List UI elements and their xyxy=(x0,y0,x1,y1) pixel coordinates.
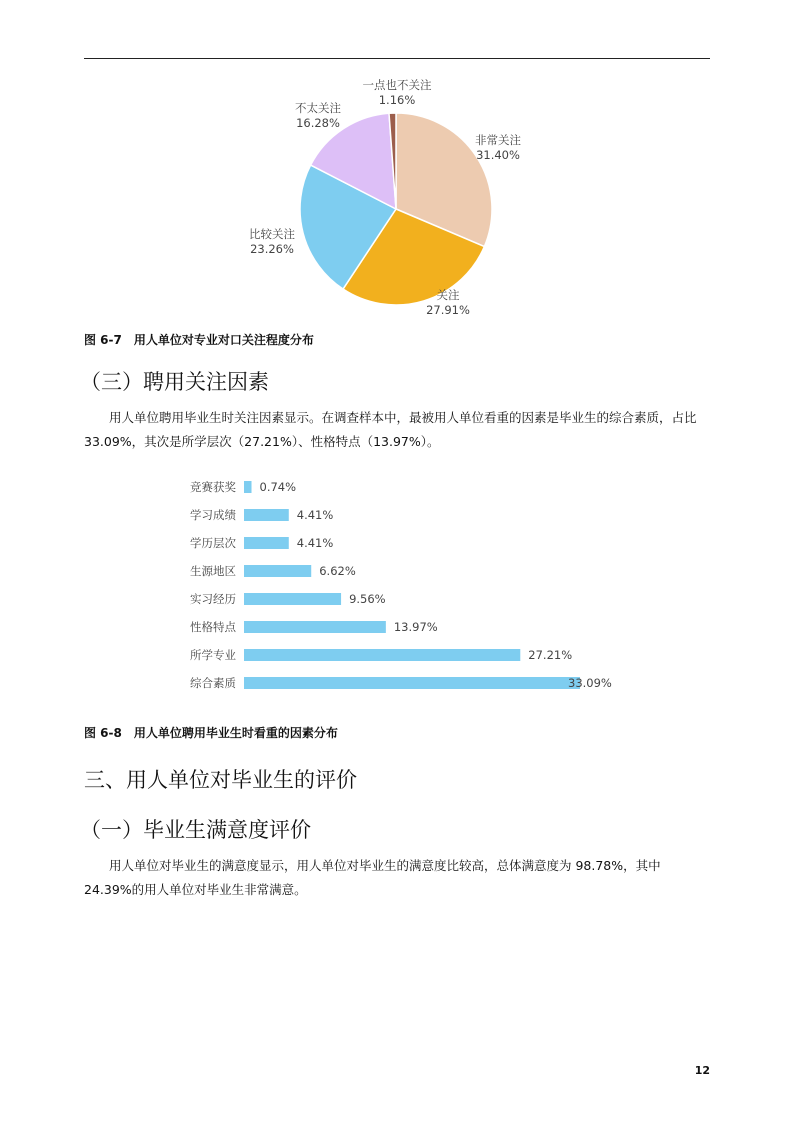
bar xyxy=(244,677,580,689)
pie-slice-label: 非常关注 xyxy=(475,133,521,147)
bar xyxy=(244,593,341,605)
bar-category-label: 生源地区 xyxy=(190,564,236,578)
subsection-one-paragraph: 用人单位对毕业生的满意度显示，用人单位对毕业生的满意度比较高，总体满意度为 98.78%，其中 24.39%的用人单位对毕业生非常满意。 xyxy=(84,858,661,897)
bar-value-label: 33.09% xyxy=(568,676,612,690)
bar-value-label: 27.21% xyxy=(528,648,573,662)
bar xyxy=(244,537,289,549)
bar-chart-caption xyxy=(84,724,338,741)
bar-category-label: 学历层次 xyxy=(190,536,236,550)
bar-category-label: 竞赛获奖 xyxy=(190,480,236,494)
bar xyxy=(244,565,311,577)
bar-value-label: 0.74% xyxy=(259,480,297,494)
bar-caption-text: 用人单位聘用毕业生时看重的因素分布 xyxy=(133,726,338,740)
pie-slice-label: 比较关注 xyxy=(249,227,295,241)
section-three-heading: （三）聘用关注因素 xyxy=(80,370,269,394)
page-number: 12 xyxy=(694,1064,710,1077)
bar-category-label: 实习经历 xyxy=(190,592,236,606)
pie-caption-text: 用人单位对专业对口关注程度分布 xyxy=(133,333,314,347)
bar-value-label: 13.97% xyxy=(393,620,438,634)
pie-slice-value: 31.40% xyxy=(476,148,520,162)
chapter-three-heading: 三、用人单位对毕业生的评价 xyxy=(84,768,357,792)
pie-caption-number: 图 6-7 xyxy=(84,333,122,347)
bar-value-label: 4.41% xyxy=(296,536,334,550)
bar xyxy=(244,621,386,633)
pie-slice-value: 1.16% xyxy=(378,93,416,107)
pie-slice-value: 16.28% xyxy=(296,116,340,130)
pie-slice-value: 27.91% xyxy=(426,303,470,317)
bar-value-label: 9.56% xyxy=(349,592,386,606)
bar-category-label: 性格特点 xyxy=(190,620,236,634)
pie-slice-value: 23.26% xyxy=(250,242,294,256)
bar-category-label: 学习成绩 xyxy=(190,508,236,522)
pie-chart-caption xyxy=(84,331,314,348)
bar-category-label: 所学专业 xyxy=(190,648,236,662)
pie-slice-label: 关注 xyxy=(436,288,460,302)
bar xyxy=(244,481,252,493)
subsection-one-heading: （一）毕业生满意度评价 xyxy=(80,818,311,842)
bar-value-label: 4.41% xyxy=(296,508,334,522)
header-rule xyxy=(84,58,710,59)
bar-chart xyxy=(0,470,793,700)
section-three-paragraph: 用人单位聘用毕业生时关注因素显示。在调查样本中，最被用人单位看重的因素是毕业生的综合素质，占比 33.09%，其次是所学层次（27.21%）、性格特点（13.97%）。 xyxy=(84,410,697,449)
bar-category-label: 综合素质 xyxy=(190,676,236,690)
bar-value-label: 6.62% xyxy=(319,564,356,578)
bar-caption-number: 图 6-8 xyxy=(84,726,122,740)
bar xyxy=(244,649,520,661)
bar xyxy=(244,509,289,521)
pie-slice-label: 不太关注 xyxy=(295,101,341,115)
pie-slice-label: 一点也不关注 xyxy=(362,78,432,92)
pie-chart xyxy=(0,70,793,330)
